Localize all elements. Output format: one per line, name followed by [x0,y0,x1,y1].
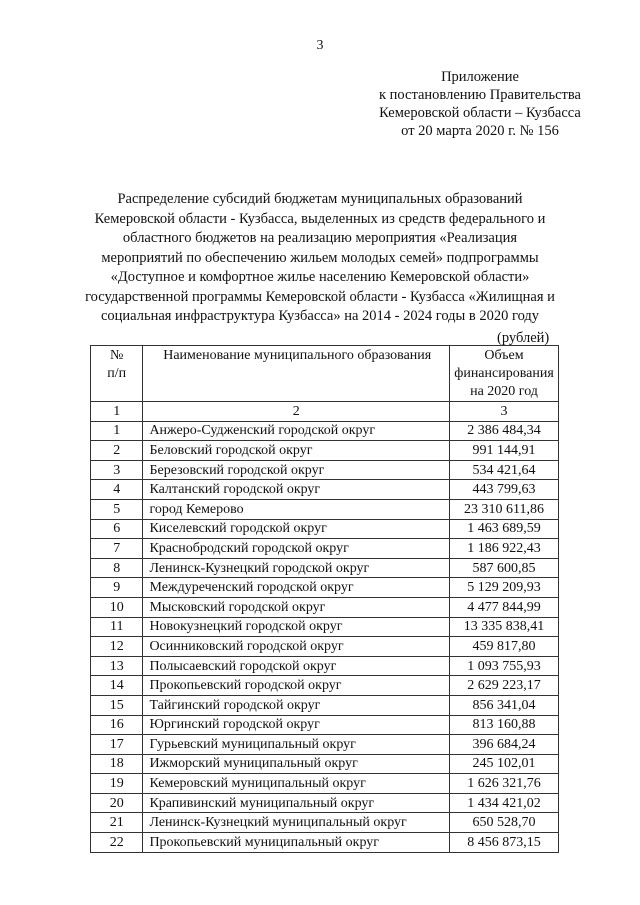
table-row [91,833,559,853]
title-line: социальная инфраструктура Кузбасса» на 2014 - 2024 годы в 2020 году [100,308,540,324]
funding-amount: 5 129 209,93 [450,578,559,598]
row-number: 13 [91,656,143,676]
row-number: 5 [91,499,143,519]
row-number: 2 [91,441,143,461]
municipality-name: Полысаевский городской округ [143,656,450,676]
row-number: 18 [91,754,143,774]
funding-amount: 587 600,85 [450,558,559,578]
municipality-name: Гурьевский муниципальный округ [143,735,450,755]
row-number: 9 [91,578,143,598]
row-number: 21 [91,813,143,833]
table-row [91,460,559,480]
document-title [60,190,580,327]
row-number: 22 [91,833,143,853]
currency-unit: (рублей) [497,330,550,346]
appendix-line: Приложение [441,69,519,85]
funding-amount: 1 434 421,02 [450,793,559,813]
title-line: государственной программы Кемеровской области - Кузбасса «Жилищная и [85,288,555,305]
funding-amount: 2 386 484,34 [450,421,559,441]
title-line: мероприятий по обеспечению жильем молодых семей» подпрограммы [101,249,539,266]
municipality-name: город Кемерово [143,499,450,519]
header-amount-line: Объем [484,348,524,363]
table-row [91,754,559,774]
table-row [91,774,559,794]
funding-amount: 813 160,88 [450,715,559,735]
funding-amount: 459 817,80 [450,637,559,657]
municipality-name: Ленинск-Кузнецкий муниципальный округ [143,813,450,833]
table-row [91,597,559,617]
municipality-name: Юргинский городской округ [143,715,450,735]
municipality-name: Новокузнецкий городской округ [143,617,450,637]
header-amount-line: финансирования [454,366,554,381]
municipality-name: Ленинск-Кузнецкий городской округ [143,558,450,578]
funding-amount: 1 186 922,43 [450,539,559,559]
funding-amount: 245 102,01 [450,754,559,774]
column-number: 1 [91,402,143,422]
header-number [91,346,143,402]
row-number: 19 [91,774,143,794]
municipality-name: Мысковский городской округ [143,597,450,617]
funding-amount: 2 629 223,17 [450,676,559,696]
table-row [91,715,559,735]
row-number: 8 [91,558,143,578]
subsidy-table [90,345,559,853]
row-number: 15 [91,695,143,715]
funding-amount: 1 626 321,76 [450,774,559,794]
funding-amount: 396 684,24 [450,735,559,755]
title-line: областного бюджетов на реализацию мероприятия «Реализация [122,230,518,246]
municipality-name: Прокопьевский городской округ [143,676,450,696]
appendix-line: от 20 марта 2020 г. № 156 [401,123,559,139]
row-number: 12 [91,637,143,657]
table-row [91,813,559,833]
municipality-name: Березовский городской округ [143,460,450,480]
row-number: 7 [91,539,143,559]
municipality-name: Прокопьевский муниципальный округ [143,833,450,853]
funding-amount: 4 477 844,99 [450,597,559,617]
title-line: Распределение субсидий бюджетам муниципальных образований [117,191,523,207]
table-row [91,480,559,500]
municipality-name: Краснобродский городской округ [143,539,450,559]
municipality-name: Калтанский городской округ [143,480,450,500]
table-row [91,695,559,715]
row-number: 3 [91,460,143,480]
row-number: 11 [91,617,143,637]
funding-amount: 650 528,70 [450,813,559,833]
table-row [91,637,559,657]
row-number: 4 [91,480,143,500]
row-number: 1 [91,421,143,441]
funding-amount: 23 310 611,86 [450,499,559,519]
appendix-line: к постановлению Правительства [379,87,581,103]
title-line: Кемеровской области - Кузбасса, выделенных из средств федерального и [94,210,546,227]
header-amount-line: на 2020 год [470,384,538,399]
table-row [91,421,559,441]
municipality-name: Анжеро-Судженский городской округ [143,421,450,441]
column-number: 2 [143,402,450,422]
column-number-row [91,402,559,422]
municipality-name: Тайгинский городской округ [143,695,450,715]
page-number: 3 [316,38,324,53]
table-row [91,578,559,598]
row-number: 16 [91,715,143,735]
header-name: Наименование муниципального образования [143,346,450,402]
funding-amount: 534 421,64 [450,460,559,480]
column-number: 3 [450,402,559,422]
funding-amount: 8 456 873,15 [450,833,559,853]
table-row [91,499,559,519]
appendix-line: Кемеровской области – Кузбасса [379,105,581,121]
funding-amount: 1 463 689,59 [450,519,559,539]
row-number: 17 [91,735,143,755]
header-amount [450,346,559,402]
header-number-line: п/п [107,366,127,381]
municipality-name: Киселевский городской округ [143,519,450,539]
funding-amount: 1 093 755,93 [450,656,559,676]
row-number: 10 [91,597,143,617]
table-row [91,656,559,676]
row-number: 20 [91,793,143,813]
funding-amount: 443 799,63 [450,480,559,500]
table-row [91,676,559,696]
municipality-name: Осинниковский городской округ [143,637,450,657]
table-body [91,421,559,852]
table-row [91,793,559,813]
funding-amount: 991 144,91 [450,441,559,461]
table-header-row [91,346,559,402]
municipality-name: Ижморский муниципальный округ [143,754,450,774]
table-row [91,519,559,539]
funding-amount: 13 335 838,41 [450,617,559,637]
table-row [91,441,559,461]
row-number: 14 [91,676,143,696]
table-row [91,617,559,637]
title-line: «Доступное и комфортное жилье населению Кемеровской области» [110,269,530,285]
municipality-name: Крапивинский муниципальный округ [143,793,450,813]
table-row [91,539,559,559]
funding-amount: 856 341,04 [450,695,559,715]
table-row [91,735,559,755]
header-number-line: № [110,348,124,363]
row-number: 6 [91,519,143,539]
municipality-name: Беловский городской округ [143,441,450,461]
table-row [91,558,559,578]
municipality-name: Междуреченский городской округ [143,578,450,598]
appendix-header [370,68,590,140]
municipality-name: Кемеровский муниципальный округ [143,774,450,794]
